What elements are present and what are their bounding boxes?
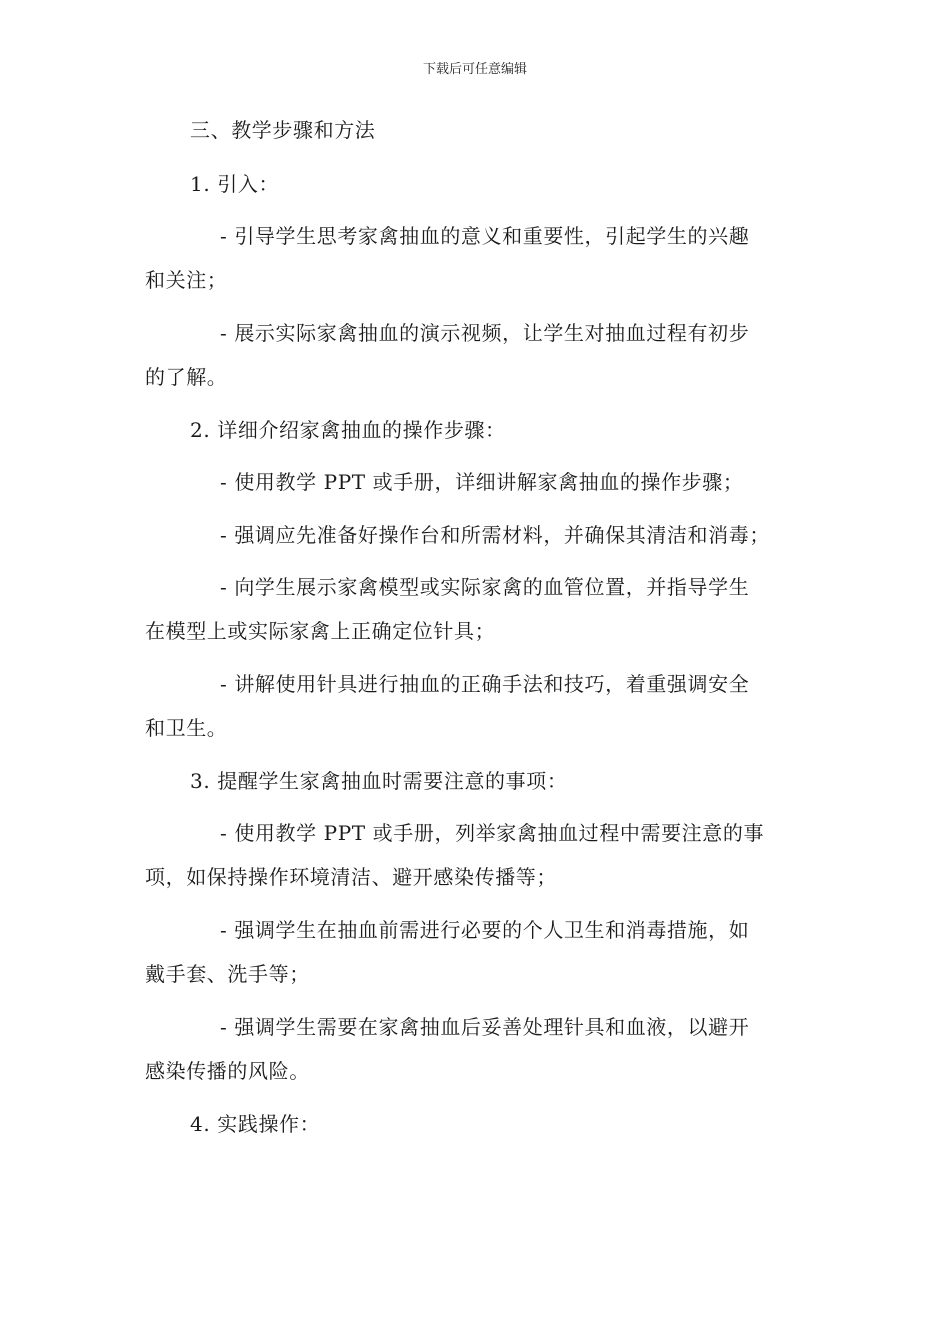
- bullet-continuation: 感染传播的风险。: [145, 1059, 310, 1083]
- bullet-continuation: 项，如保持操作环境清洁、避开感染传播等；: [145, 865, 557, 889]
- bullet-line: - 使用教学 PPT 或手册，详细讲解家禽抽血的操作步骤；: [220, 470, 744, 494]
- bullet-continuation: 的了解。: [145, 365, 228, 389]
- bullet-line: - 引导学生思考家禽抽血的意义和重要性，引起学生的兴趣: [220, 224, 750, 248]
- page-header: 下载后可任意编辑: [422, 62, 527, 77]
- bullet-continuation: 和关注；: [145, 268, 228, 292]
- bullet-line: - 强调应先准备好操作台和所需材料，并确保其清洁和消毒；: [220, 523, 770, 547]
- step-heading-1: 1. 引入：: [190, 172, 280, 196]
- bullet-line: - 展示实际家禽抽血的演示视频，让学生对抽血过程有初步: [220, 321, 750, 345]
- step-heading-4: 4. 实践操作：: [190, 1112, 321, 1136]
- bullet-line: - 强调学生在抽血前需进行必要的个人卫生和消毒措施，如: [220, 918, 750, 942]
- bullet-continuation: 和卫生。: [145, 716, 228, 740]
- section-heading: 三、教学步骤和方法: [190, 118, 376, 142]
- bullet-line: - 强调学生需要在家禽抽血后妥善处理针具和血液，以避开: [220, 1015, 750, 1039]
- bullet-line: - 使用教学 PPT 或手册，列举家禽抽血过程中需要注意的事: [220, 821, 765, 845]
- step-heading-3: 3. 提醒学生家禽抽血时需要注意的事项：: [190, 769, 568, 793]
- step-heading-2: 2. 详细介绍家禽抽血的操作步骤：: [190, 418, 506, 442]
- bullet-continuation: 在模型上或实际家禽上正确定位针具；: [145, 619, 496, 643]
- bullet-continuation: 戴手套、洗手等；: [145, 962, 310, 986]
- bullet-line: - 讲解使用针具进行抽血的正确手法和技巧，着重强调安全: [220, 672, 750, 696]
- bullet-line: - 向学生展示家禽模型或实际家禽的血管位置，并指导学生: [220, 575, 750, 599]
